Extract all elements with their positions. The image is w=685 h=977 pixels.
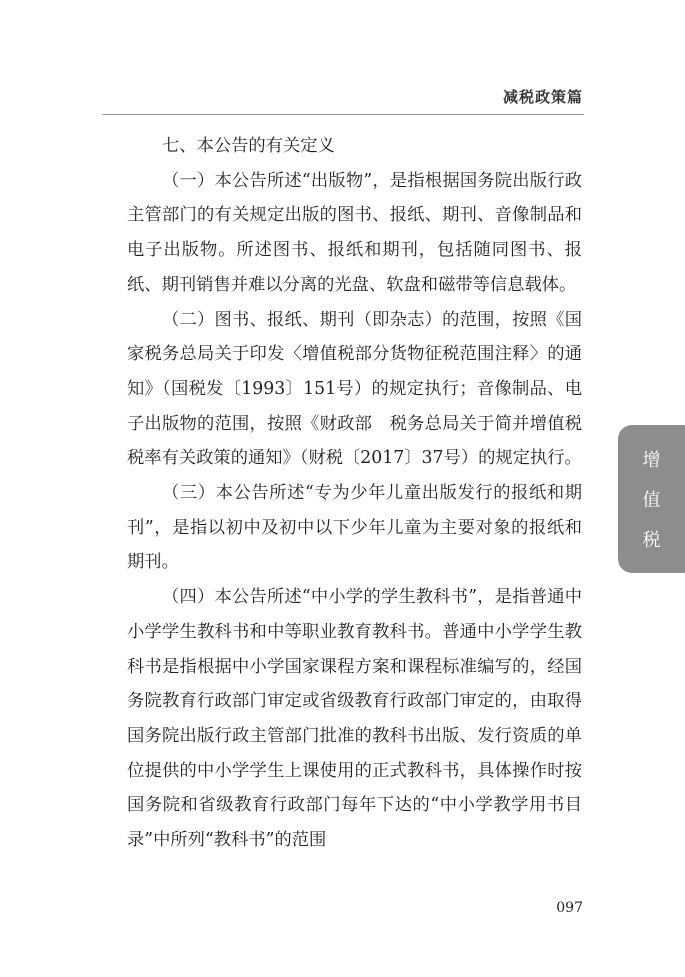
header-rule — [102, 114, 584, 115]
page-number: 097 — [556, 900, 583, 916]
paragraph-3: （三）本公告所述“专为少年儿童出版发行的报纸和期刊”，是指以初中及初中以下少年儿童为主要对象的报纸和期刊。 — [127, 483, 582, 573]
chapter-side-tab — [618, 425, 685, 573]
side-tab-char: 增 — [642, 450, 661, 471]
side-tab-char: 税 — [642, 530, 661, 551]
paragraph-2: （二）图书、报纸、期刊（即杂志）的范围，按照《国家税务总局关于印发〈增值税部分货物征税范围注释〉的通知》（国税发〔1993〕151号）的规定执行；音像制品、电子出版物的范围，按照《财政部 税务总局关于简并增值税税率有关政策的通知》（财税〔2017〕37号）的规定执行。 — [127, 309, 582, 469]
paragraph-1: （一）本公告所述“出版物”，是指根据国务院出版行政主管部门的有关规定出版的图书、报纸、期刊、音像制品和电子出版物。所述图书、报纸和期刊，包括随同图书、报纸、期刊销售并难以分离的光盘、软盘和磁带等信息载体。 — [127, 170, 582, 295]
body-text — [127, 129, 582, 858]
section-heading: 七、本公告的有关定义 — [162, 136, 335, 156]
paragraph-4: （四）本公告所述“中小学的学生教科书”，是指普通中小学学生教科书和中等职业教育教科书。普通中小学学生教科书是指根据中小学国家课程方案和课程标准编写的，经国务院教育行政部门审定或省级教育行政部门审定的，由取得国务院出版行政主管部门批准的教科书出版、发行资质的单位提供的中小学学生上课使用的正式教科书，具体操作时按国务院和省级教育行政部门每年下达的“中小学教学用书目录”中所列“教科书”的范围 — [127, 587, 582, 851]
running-header: 减税政策篇 — [502, 88, 583, 106]
side-tab-char: 值 — [642, 490, 661, 511]
